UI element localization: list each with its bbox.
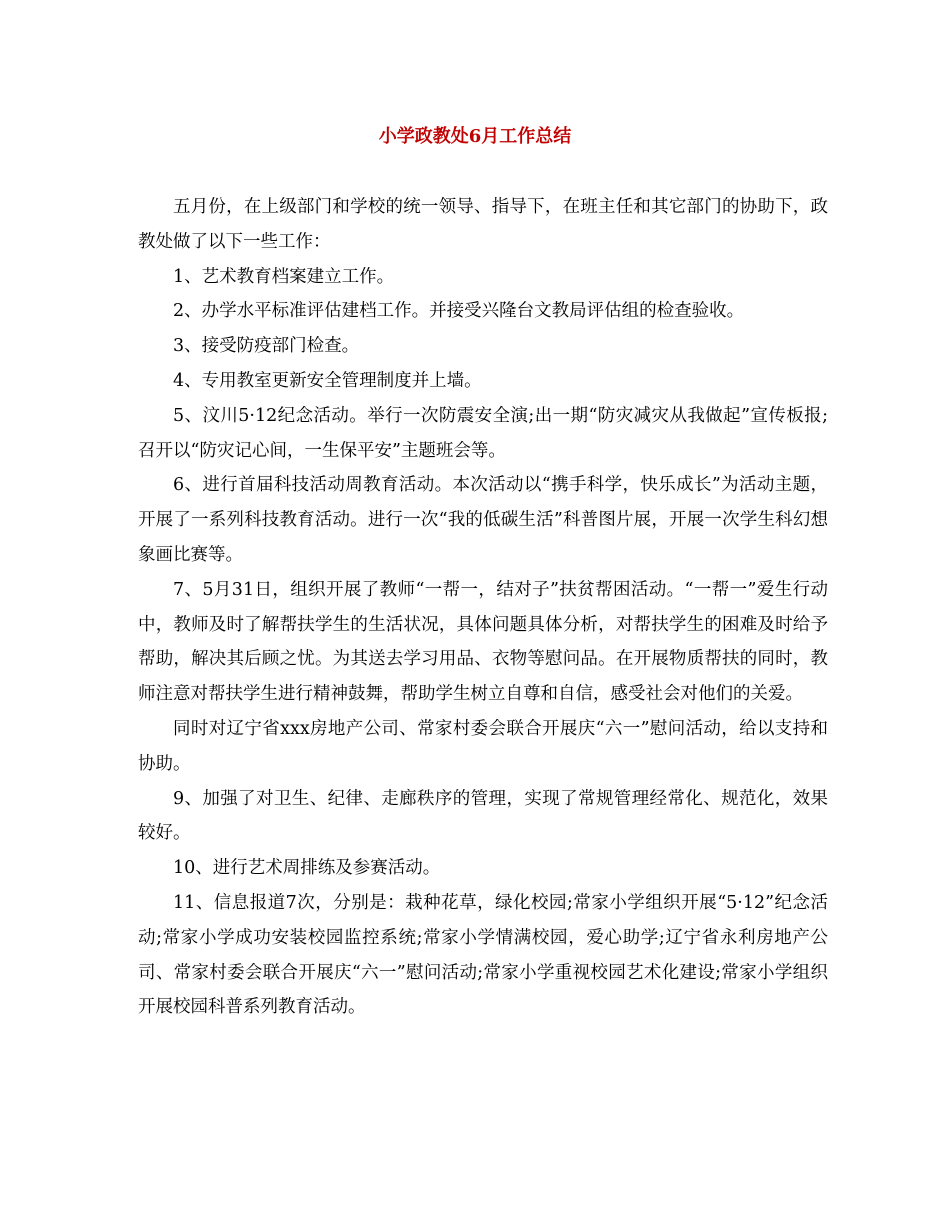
paragraph-item-2: 2、办学水平标准评估建档工作。并接受兴隆台文教局评估组的检查验收。	[173, 301, 745, 322]
paragraph-item-7: 7、5月31日，组织开展了教师“一帮一，结对子”扶贫帮困活动。“一帮一”爱生行动中，教师及时了解帮扶学生的生活状况，具体问题具体分析，对帮扶学生的困难及时给予帮助，解决其后顾之忧。为其送去学习用品、衣物等慰问品。在开展物质帮扶的同时，教师注意对帮扶学生进行精神鼓舞，帮助学生树立自尊和自信，感受社会对他们的关爱。	[138, 579, 828, 705]
paragraph-item-6: 6、进行首届科技活动周教育活动。本次活动以“携手科学，快乐成长”为活动主题，开展了一系列科技教育活动。进行一次“我的低碳生活”科普图片展，开展一次学生科幻想象画比赛等。	[138, 475, 828, 565]
document-title: 小学政教处6月工作总结	[378, 126, 572, 147]
paragraph-item-3: 3、接受防疫部门检查。	[173, 336, 360, 357]
paragraph-item-11: 11、信息报道7次，分别是：栽种花草，绿化校园;常家小学组织开展“5·12”纪念活动;常家小学成功安装校园监控系统;常家小学情满校园，爱心助学;辽宁省永利房地产公司、常家村委会联合开展庆“六一”慰问活动;常家小学重视校园艺术化建设;常家小学组织开展校园科普系列教育活动。	[138, 892, 828, 1018]
paragraph-item-1: 1、艺术教育档案建立工作。	[173, 266, 395, 287]
paragraph-item-4: 4、专用教室更新安全管理制度并上墙。	[173, 370, 482, 391]
paragraph-intro: 五月份，在上级部门和学校的统一领导、指导下，在班主任和其它部门的协助下，政教处做了以下一些工作：	[138, 197, 828, 252]
paragraph-item-8: 同时对辽宁省xxx房地产公司、常家村委会联合开展庆“六一”慰问活动，给以支持和协助。	[138, 718, 828, 774]
paragraph-item-5: 5、汶川5·12纪念活动。举行一次防震安全演;出一期“防灾减灾从我做起”宣传板报;召开以“防灾记心间，一生保平安”主题班会等。	[138, 405, 828, 461]
paragraph-item-9: 9、加强了对卫生、纪律、走廊秩序的管理，实现了常规管理经常化、规范化，效果较好。	[138, 788, 828, 844]
document-body	[138, 190, 828, 1025]
paragraph-item-10: 10、进行艺术周排练及参赛活动。	[173, 858, 441, 879]
